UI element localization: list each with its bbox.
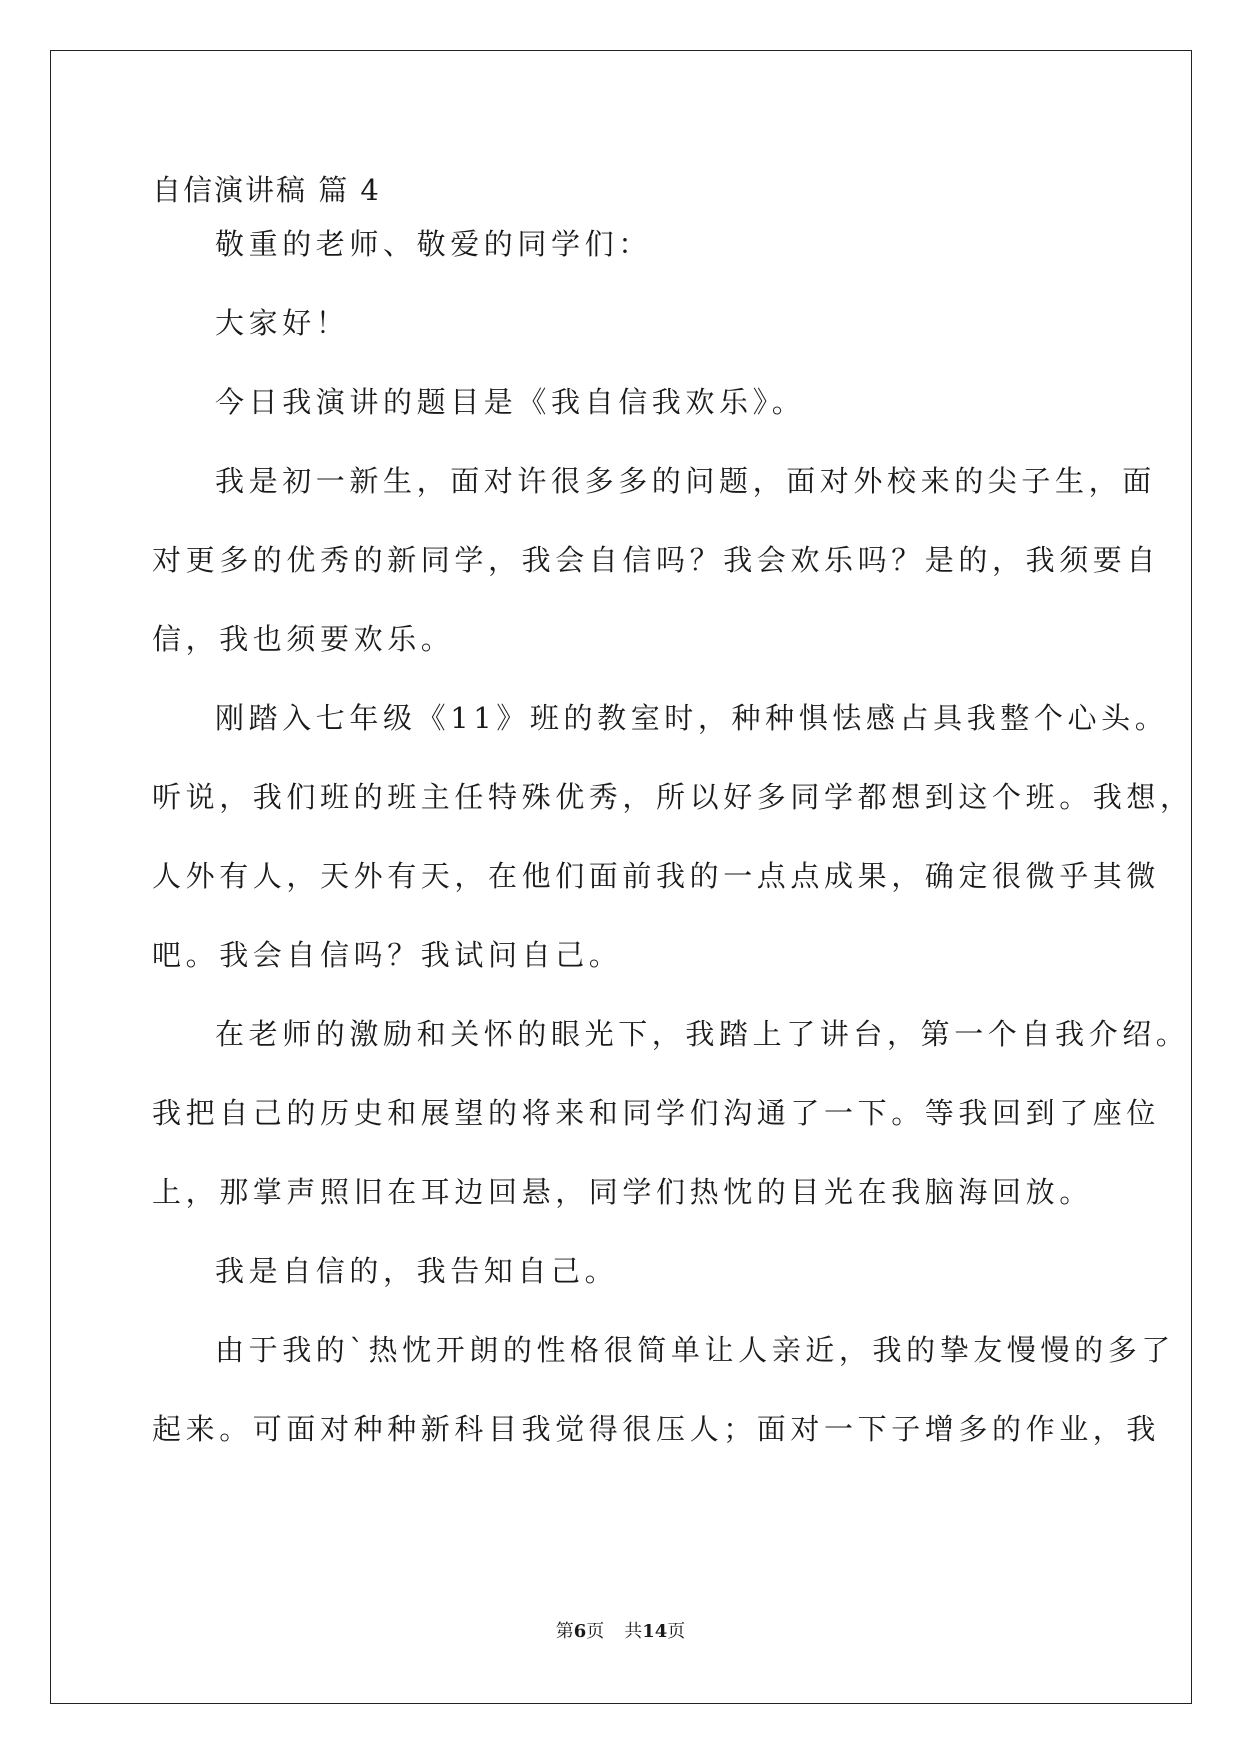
paragraph-line: 人外有人，天外有天，在他们面前我的一点点成果，确定很微乎其微 bbox=[152, 859, 1161, 893]
paragraph-line: 上，那掌声照旧在耳边回悬，同学们热忱的目光在我脑海回放。 bbox=[152, 1175, 1093, 1209]
paragraph-line: 刚踏入七年级《11》班的教室时，种种惧怯感占具我整个心头。 bbox=[215, 701, 1169, 735]
current-page-number: 6 bbox=[573, 1621, 587, 1642]
greeting-line: 大家好！ bbox=[215, 306, 350, 340]
paragraph-line: 信，我也须要欢乐。 bbox=[152, 622, 455, 656]
footer-total-prefix: 共 bbox=[624, 1621, 643, 1642]
paragraph-line: 对更多的优秀的新同学，我会自信吗？我会欢乐吗？是的，我须要自 bbox=[152, 543, 1161, 577]
paragraph-line: 起来。可面对种种新科目我觉得很压人；面对一下子增多的作业，我 bbox=[152, 1412, 1161, 1446]
paragraph-line: 我把自己的历史和展望的将来和同学们沟通了一下。等我回到了座位 bbox=[152, 1096, 1161, 1130]
paragraph-line: 由于我的`热忱开朗的性格很简单让人亲近，我的挚友慢慢的多了 bbox=[215, 1333, 1175, 1367]
total-pages-number: 14 bbox=[642, 1621, 668, 1642]
topic-line: 今日我演讲的题目是《我自信我欢乐》。 bbox=[215, 385, 806, 419]
paragraph-line: 我是初一新生，面对许很多多的问题，面对外校来的尖子生，面 bbox=[215, 464, 1156, 498]
paragraph-line: 在老师的激励和关怀的眼光下，我踏上了讲台，第一个自我介绍。 bbox=[215, 1017, 1190, 1051]
footer-total-unit: 页 bbox=[667, 1621, 686, 1642]
salutation-line: 敬重的老师、敬爱的同学们： bbox=[215, 227, 652, 261]
footer-prefix: 第 bbox=[555, 1621, 574, 1642]
paragraph-line: 我是自信的，我告知自己。 bbox=[215, 1254, 619, 1288]
paragraph-line: 吧。我会自信吗？我试问自己。 bbox=[152, 938, 623, 972]
paragraph-line: 听说，我们班的班主任特殊优秀，所以好多同学都想到这个班。我想， bbox=[152, 780, 1194, 814]
document-title: 自信演讲稿 篇 4 bbox=[152, 173, 381, 207]
page-footer bbox=[0, 1621, 1241, 1643]
footer-page-unit: 页 bbox=[586, 1621, 605, 1642]
